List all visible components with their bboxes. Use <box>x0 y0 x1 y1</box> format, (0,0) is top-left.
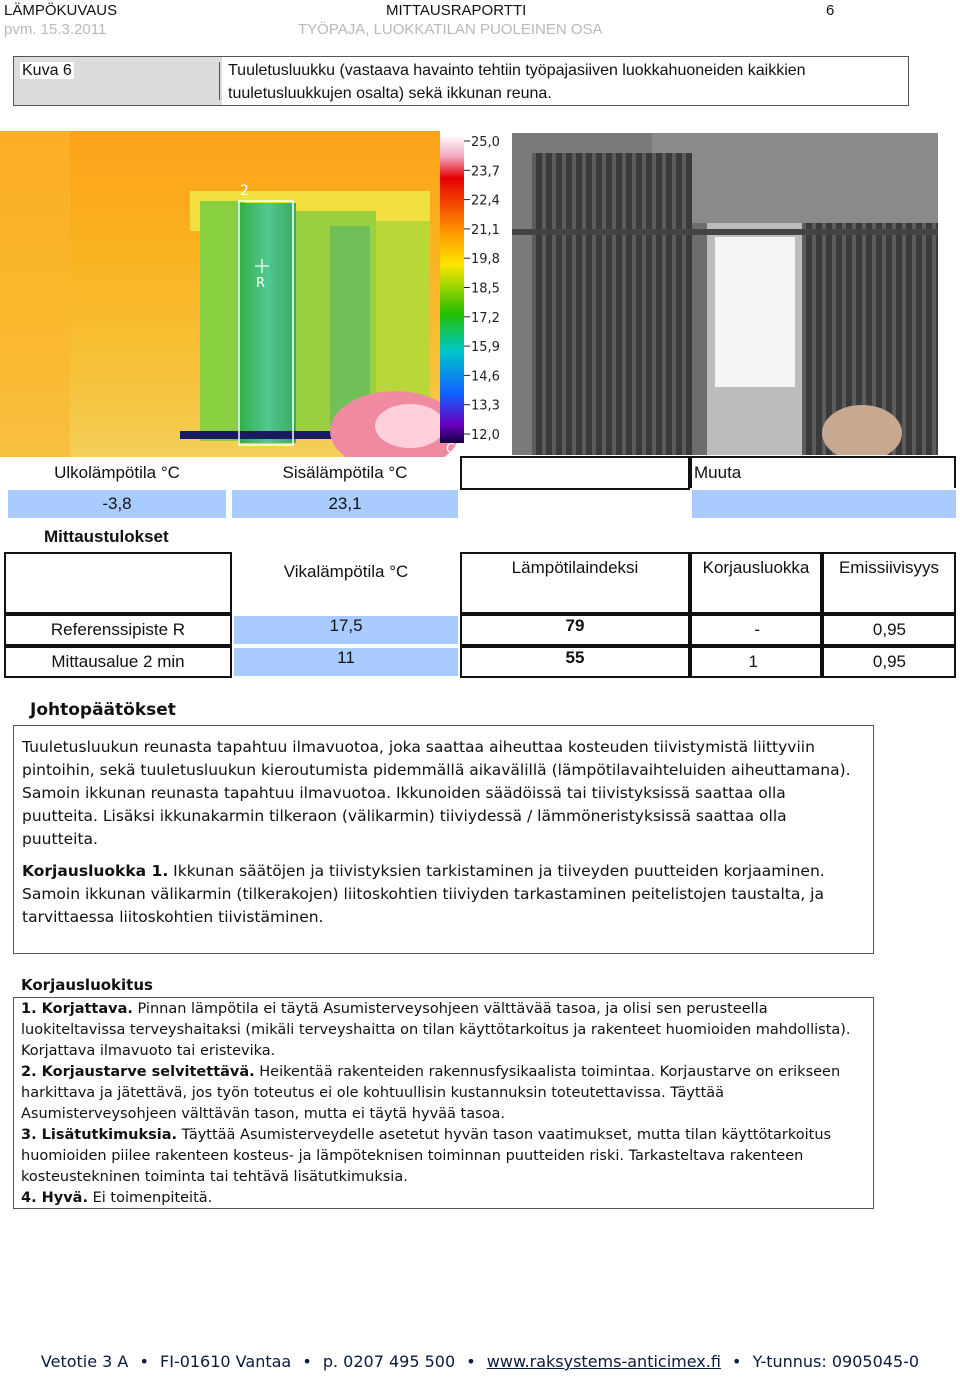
measurement-area-label: 2 <box>240 183 249 199</box>
scale-tick-label: 15,9 <box>471 340 500 356</box>
class-1 <box>21 999 866 1062</box>
col-repair-class: Korjausluokka <box>690 552 822 614</box>
scale-tick-label: 17,2 <box>471 310 500 326</box>
class-1-title: 1. Korjattava. <box>21 1001 133 1017</box>
scale-tick-label: 14,6 <box>471 369 500 385</box>
scale-unit-label: C <box>446 442 456 457</box>
row2-repair-class: 1 <box>690 646 822 678</box>
class-2-text: Heikentää rakenteiden rakennusfysikaalista toimintaa. Korjaustarve on erikseen harkittava ja jätettävä, jos työn toteutus ei ole kohtuullisin kustannuksin toteutettavissa. Täyttää Asumisterveysohjeen välttävän tason, mutta ei täytä hyvää tasoa. <box>21 1064 841 1122</box>
row1-label: Referenssipiste R <box>4 614 232 646</box>
other-value <box>690 488 958 520</box>
row1-emissivity: 0,95 <box>822 614 956 646</box>
scale-tick-label: 22,4 <box>471 193 500 209</box>
class-2-title: 2. Korjaustarve selvitettävä. <box>21 1064 255 1080</box>
conditions-empty-cell <box>460 456 690 490</box>
reference-point-label: R <box>256 276 266 291</box>
other-label: Muuta <box>690 456 956 490</box>
scale-tick-label: 13,3 <box>471 398 500 414</box>
footer-business-id: Y-tunnus: 0905045-0 <box>752 1352 920 1371</box>
figure-label: Kuva 6 <box>22 62 72 79</box>
row2-temp-index: 55 <box>460 646 690 678</box>
class-3-text: Täyttää Asumisterveydelle asetetut hyvän tason vaatimukset, mutta tilan käyttötarkoitus huomioiden piilee rakenteen kosteus- ja lämpöteknisen toiminnan puutteiden riski. Tarkasteltava rakenteen kosteustekninen toiminta tai tehtävä lisätutkimuksia. <box>21 1127 832 1185</box>
footer-city: FI-01610 Vantaa <box>160 1352 292 1371</box>
row1-repair-class: - <box>690 614 822 646</box>
page-number: 6 <box>826 2 835 19</box>
footer <box>0 1352 960 1371</box>
class-2 <box>21 1062 866 1125</box>
class-4-text: Ei toimenpiteitä. <box>87 1190 213 1206</box>
footer-separator: • <box>466 1352 476 1371</box>
row2-emissivity: 0,95 <box>822 646 956 678</box>
conclusions-text: Tuuletusluukun reunasta tapahtuu ilmavuotoa, joka saattaa aiheuttaa kosteuden tiivistymistä liittyviin pintoihin, sekä tuuletusluukun kieroutumista pidemmällä aikavälillä (lämpötilavaihteluiden aiheuttamana). Samoin ikkunan reunasta tapahtuu ilmavuotoa. Ikkunoiden säädöissä tai tiivistyksissä saattaa olla puutteita. Lisäksi ikkunakarmin tilkeraon (välikarmin) tiiviydessä / lämmöneristyksissä saattaa olla puutteita. <box>22 738 851 848</box>
class-3 <box>21 1125 866 1188</box>
photo-curtain-rail <box>512 229 938 235</box>
class-1-text: Pinnan lämpötila ei täytä Asumisterveysohjeen välttävää tasoa, ja olisi sen perusteella luokiteltavissa terveyshaitaksi (mikäli terveyshaitta on tilan käyttötarkoitus ja rakenteet huomioiden mahdollista). Korjattava ilmavuoto tai eristevika. <box>21 1001 851 1059</box>
header-left-title: LÄMPÖKUVAUS <box>4 2 118 19</box>
outdoor-temp-value: -3,8 <box>6 488 228 520</box>
footer-separator: • <box>732 1352 742 1371</box>
col-emissivity: Emissiivisyys <box>822 552 956 614</box>
footer-website-link[interactable]: www.raksystems-anticimex.fi <box>486 1352 721 1371</box>
temperature-scale-bar <box>440 135 464 443</box>
row1-defect-temp: 17,5 <box>232 614 460 646</box>
outdoor-temp-label: Ulkolämpötila °C <box>54 463 180 482</box>
repair-classes-title: Korjausluokitus <box>21 976 153 994</box>
header-date: pvm. 15.3.2011 <box>4 21 107 38</box>
scale-tick-label: 23,7 <box>471 164 500 180</box>
figure-caption-table <box>13 56 909 106</box>
footer-separator: • <box>302 1352 312 1371</box>
conclusions-repair-paragraph <box>22 860 865 929</box>
row1-temp-index: 79 <box>460 614 690 646</box>
conclusions-repair-class: Korjausluokka 1. <box>22 862 169 880</box>
header-center-title: MITTAUSRAPORTTI <box>386 2 527 19</box>
col-defect-temp: Vikalämpötila °C <box>283 562 409 581</box>
thermal-vent-hatch <box>238 203 296 443</box>
conclusions-title: Johtopäätökset <box>30 700 176 720</box>
results-title: Mittaustulokset <box>44 527 169 546</box>
class-3-title: 3. Lisätutkimuksia. <box>21 1127 178 1143</box>
col-temp-index: Lämpötilaindeksi <box>460 552 690 614</box>
header-subtitle: TYÖPAJA, LUOKKATILAN PUOLEINEN OSA <box>298 21 603 38</box>
measurement-table <box>0 456 960 680</box>
results-header-blank <box>4 552 232 614</box>
indoor-temp-value: 23,1 <box>230 488 460 520</box>
row2-defect-temp: 11 <box>232 646 460 678</box>
conditions-blank <box>460 488 690 520</box>
footer-phone: p. 0207 495 500 <box>322 1352 456 1371</box>
photo-curtain-left <box>532 153 692 455</box>
figure-label-cell <box>20 62 220 100</box>
scale-tick-label: 18,5 <box>471 281 500 297</box>
visual-photo <box>512 133 938 455</box>
class-4-title: 4. Hyvä. <box>21 1190 88 1206</box>
conclusions-box <box>13 725 874 954</box>
footer-address: Vetotie 3 A <box>40 1352 129 1371</box>
thermal-wall-left <box>0 131 70 457</box>
scale-tick-label: 25,0 <box>471 135 500 150</box>
class-4 <box>21 1188 866 1209</box>
scale-tick-label: 12,0 <box>471 428 500 443</box>
row2-label: Mittausalue 2 min <box>4 646 232 678</box>
repair-classes-box <box>13 997 874 1209</box>
footer-separator: • <box>139 1352 149 1371</box>
thermal-warm-core <box>375 404 445 448</box>
figure-caption: Tuuletusluukku (vastaava havainto tehtiin työpajasiiven luokkahuoneiden kaikkien tuuletusluukkujen osalta) sekä ikkunan reuna. <box>222 57 908 105</box>
indoor-temp-label: Sisälämpötila °C <box>282 463 408 482</box>
thermal-image <box>0 131 510 457</box>
conclusions-repair-text: Ikkunan säätöjen ja tiivistyksien tarkistaminen ja tiiveyden puutteiden korjaaminen. Samoin ikkunan välikarmin (tilkerakojen) liitoskohtien tiiviyden tarkastaminen peitelistojen taustalta, ja tarvittaessa liitoskohtien tiivistäminen. <box>22 862 825 926</box>
scale-tick-label: 19,8 <box>471 252 500 268</box>
scale-tick-label: 21,1 <box>471 222 500 238</box>
photo-window-light <box>715 237 795 387</box>
